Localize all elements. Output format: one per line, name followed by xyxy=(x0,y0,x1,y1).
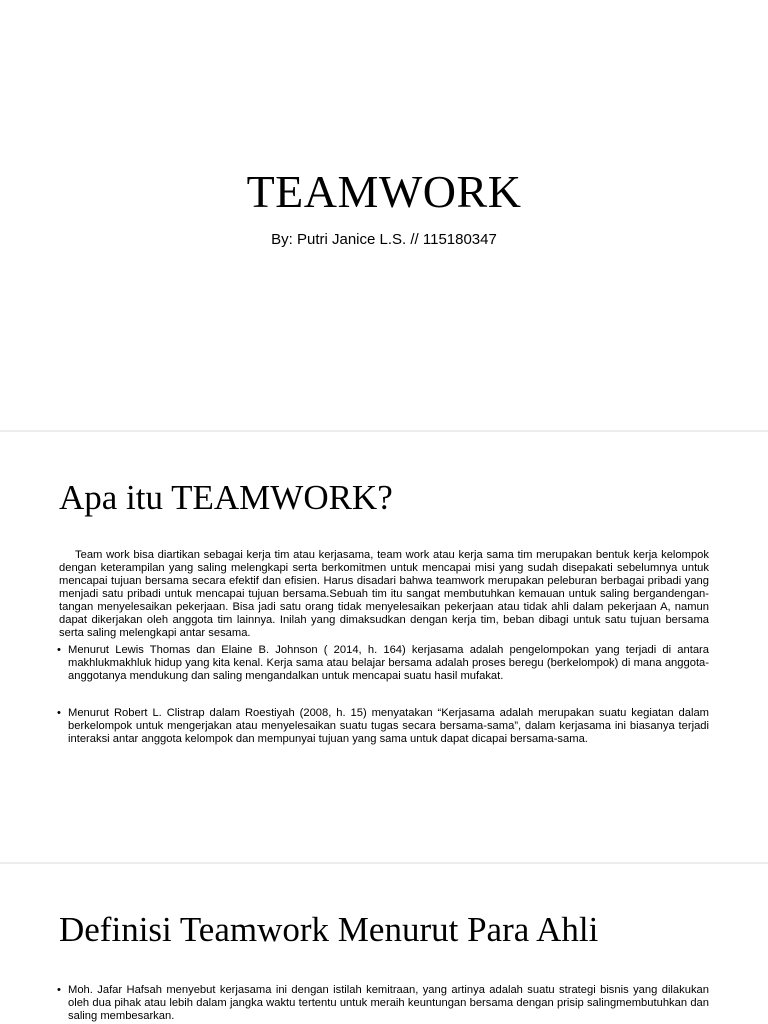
bullet-list xyxy=(59,644,709,746)
slide-body xyxy=(59,549,709,746)
slide-apa-itu-teamwork xyxy=(0,432,768,862)
slide-heading: Definisi Teamwork Menurut Para Ahli xyxy=(59,910,599,949)
intro-paragraph: Team work bisa diartikan sebagai kerja tim atau kerjasama, team work atau kerja sama tim merupakan bentuk kerja kelompok dengan keterampilan yang saling melengkapi serta berkomitmen untuk mencapai misi yang sudah disepakati sebelumnya untuk mencapai tujuan bersama secara efektif dan efisien. Harus disadari bahwa teamwork merupakan peleburan berbagai pribadi yang menjadi satu pribadi untuk mencapai tujuan bersama.Sebuah tim itu sangat membutuhkan kemauan untuk saling bergandengan-tangan menyelesaikan pekerjaan. Bisa jadi satu orang tidak menyelesaikan pekerjaan atau tidak ahli dalam pekerjaan A, namun dapat dikerjakan oleh anggota tim lainnya. Inilah yang dimaksudkan dengan kerja tim, beban dibagi untuk satu tujuan bersama serta saling melengkapi antar sesama. xyxy=(59,549,709,639)
cover-title: TEAMWORK xyxy=(246,166,522,217)
bullet-icon: • xyxy=(57,984,61,996)
bullet-icon: • xyxy=(57,707,61,719)
cover-subtitle: By: Putri Janice L.S. // 115180347 xyxy=(271,231,497,248)
bullet-text: Moh. Jafar Hafsah menyebut kerjasama ini dengan istilah kemitraan, yang artinya adalah suatu strategi bisnis yang dilakukan oleh dua pihak atau lebih dalam jangka waktu tertentu untuk meraih keuntungan bersama dengan prisip salingmembutuhkan dan saling membesarkan. xyxy=(68,984,709,1022)
slide-definisi-teamwork xyxy=(0,864,768,1024)
cover-slide xyxy=(0,0,768,430)
bullet-text: Menurut Robert L. Clistrap dalam Roestiyah (2008, h. 15) menyatakan “Kerjasama adalah merupakan suatu kegiatan dalam berkelompok untuk mengerjakan atau menyelesaikan suatu tugas secara bersama-sama”, dalam kerjasama ini biasanya terjadi interaksi antar anggota kelompok dan mempunyai tujuan yang sama untuk dapat dicapai bersama-sama. xyxy=(68,707,709,745)
list-item xyxy=(59,984,709,1023)
slide-heading: Apa itu TEAMWORK? xyxy=(59,478,393,517)
slide-body xyxy=(59,984,709,1023)
bullet-text: Menurut Lewis Thomas dan Elaine B. Johnson ( 2014, h. 164) kerjasama adalah pengelompokan yang terjadi di antara makhlukmakhluk hidup yang kita kenal. Kerja sama atau belajar bersama adalah proses beregu (berkelompok) di mana anggota-anggotanya mendukung dan saling mengandalkan untuk mencapai suatu hasil mufakat. xyxy=(68,644,709,682)
bullet-icon: • xyxy=(57,644,61,656)
list-item xyxy=(59,707,709,746)
bullet-list xyxy=(59,984,709,1023)
list-item xyxy=(59,644,709,683)
